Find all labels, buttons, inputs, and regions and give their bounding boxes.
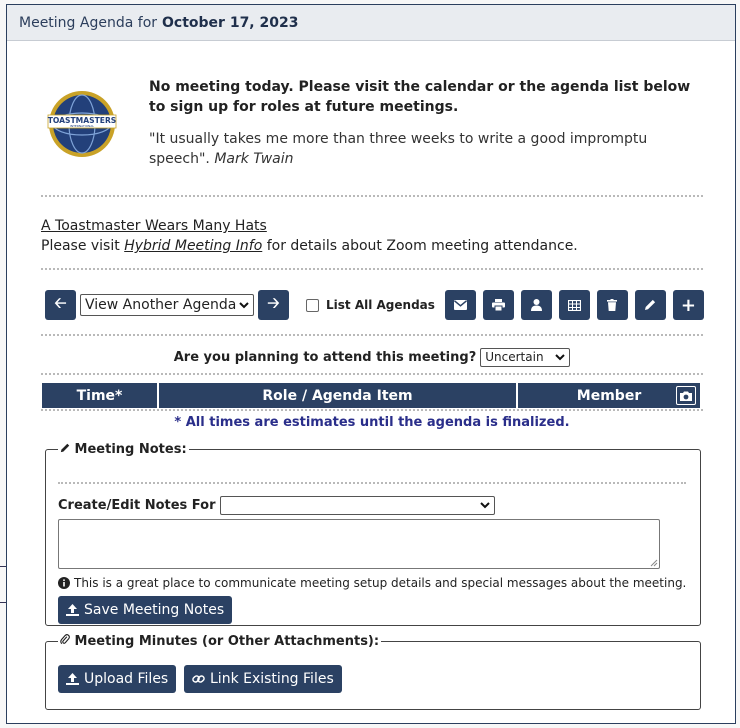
print-icon bbox=[492, 299, 505, 311]
link-icon bbox=[192, 673, 205, 685]
table-icon bbox=[568, 300, 581, 311]
prev-agenda-button[interactable] bbox=[45, 290, 76, 320]
divider bbox=[41, 268, 703, 270]
notes-hint-text: This is a great place to communicate meeting setup details and special messages about the meeting. bbox=[74, 576, 687, 590]
meeting-minutes-fieldset bbox=[45, 634, 701, 710]
estimate-note: * All times are estimates until the agenda is finalized. bbox=[174, 415, 570, 430]
upload-files-label: Upload Files bbox=[84, 671, 169, 687]
pencil-icon bbox=[644, 299, 656, 311]
divider bbox=[41, 195, 703, 197]
envelope-icon bbox=[454, 300, 467, 310]
notes-for-label: Create/Edit Notes For bbox=[58, 498, 216, 513]
notes-textarea[interactable] bbox=[58, 519, 660, 569]
save-notes-label: Save Meeting Notes bbox=[84, 602, 225, 618]
agenda-toolbar bbox=[45, 289, 705, 321]
meeting-minutes-legend bbox=[58, 634, 381, 649]
screenshot-button[interactable] bbox=[676, 386, 696, 405]
prev-arrow-icon: 🡠 bbox=[54, 293, 67, 312]
resize-handle-icon[interactable] bbox=[650, 559, 658, 567]
notice-quote bbox=[149, 129, 709, 169]
save-notes-button[interactable] bbox=[58, 596, 232, 624]
meeting-date: October 17, 2023 bbox=[162, 14, 299, 31]
next-arrow-icon: 🡢 bbox=[267, 293, 280, 312]
meeting-notes-legend bbox=[58, 442, 189, 457]
divider bbox=[41, 334, 703, 336]
chevron-down-icon bbox=[239, 302, 249, 309]
col-member bbox=[518, 383, 700, 408]
list-all-checkbox[interactable] bbox=[306, 299, 319, 312]
attend-question: Are you planning to attend this meeting? bbox=[173, 349, 477, 365]
link-files-label: Link Existing Files bbox=[210, 671, 334, 687]
agenda-select-value: View Another Agenda bbox=[85, 297, 237, 313]
chevron-down-icon bbox=[555, 354, 565, 361]
toastmasters-logo-icon bbox=[47, 89, 117, 159]
divider bbox=[41, 373, 703, 375]
next-agenda-button[interactable] bbox=[258, 290, 289, 320]
agenda-table-header bbox=[42, 383, 700, 408]
hybrid-prefix: Please visit bbox=[41, 238, 120, 254]
logo-text: TOASTMASTERS bbox=[47, 116, 117, 125]
upload-icon bbox=[66, 673, 79, 685]
pencil-icon bbox=[60, 443, 70, 453]
panel-header bbox=[7, 5, 735, 41]
email-button[interactable] bbox=[445, 290, 476, 320]
logo-subtext: INTERNATIONAL bbox=[69, 123, 95, 128]
notes-for-row bbox=[58, 496, 495, 515]
attendance-row bbox=[41, 345, 703, 369]
meeting-notes-fieldset bbox=[45, 442, 701, 626]
notes-hint bbox=[58, 576, 686, 590]
list-all-label: List All Agendas bbox=[326, 298, 435, 312]
notes-for-select[interactable] bbox=[220, 496, 495, 515]
attendance-select[interactable] bbox=[480, 348, 570, 367]
divider bbox=[58, 482, 686, 484]
agenda-select[interactable] bbox=[80, 294, 254, 316]
link-files-button[interactable] bbox=[184, 665, 342, 693]
notice-message: No meeting today. Please visit the calendar or the agenda list below to sign up for roles at future meetings. bbox=[149, 79, 691, 115]
meeting-notes-title: Meeting Notes: bbox=[74, 442, 187, 457]
hybrid-meeting-link[interactable]: Hybrid Meeting Info bbox=[124, 238, 263, 254]
table-view-button[interactable] bbox=[559, 290, 590, 320]
chevron-down-icon bbox=[480, 502, 490, 509]
hybrid-suffix: for details about Zoom meeting attendance. bbox=[266, 238, 578, 254]
upload-files-button[interactable] bbox=[58, 665, 176, 693]
info-circle-icon bbox=[58, 577, 70, 589]
header-prefix: Meeting Agenda for bbox=[19, 14, 158, 31]
hats-link[interactable]: A Toastmaster Wears Many Hats bbox=[41, 218, 267, 234]
info-links bbox=[41, 216, 578, 256]
quote-text: "It usually takes me more than three weeks to write a good impromptu speech". bbox=[149, 131, 648, 167]
attendance-select-value: Uncertain bbox=[485, 350, 544, 364]
camera-icon bbox=[680, 391, 692, 401]
user-icon bbox=[531, 299, 542, 311]
paperclip-icon bbox=[60, 634, 70, 645]
no-meeting-notice bbox=[41, 57, 703, 182]
plus-icon: + bbox=[680, 294, 696, 316]
edit-button[interactable] bbox=[635, 290, 666, 320]
col-member-label: Member bbox=[576, 387, 642, 404]
col-role: Role / Agenda Item bbox=[159, 383, 518, 408]
add-button[interactable] bbox=[673, 290, 704, 320]
upload-icon bbox=[66, 604, 79, 616]
user-button[interactable] bbox=[521, 290, 552, 320]
delete-button[interactable] bbox=[597, 290, 628, 320]
agenda-panel bbox=[6, 4, 736, 724]
print-button[interactable] bbox=[483, 290, 514, 320]
divider bbox=[41, 409, 703, 411]
col-time: Time* bbox=[42, 383, 159, 408]
meeting-minutes-title: Meeting Minutes (or Other Attachments): bbox=[74, 634, 380, 649]
quote-author: Mark Twain bbox=[214, 151, 294, 167]
trash-icon bbox=[607, 299, 617, 311]
